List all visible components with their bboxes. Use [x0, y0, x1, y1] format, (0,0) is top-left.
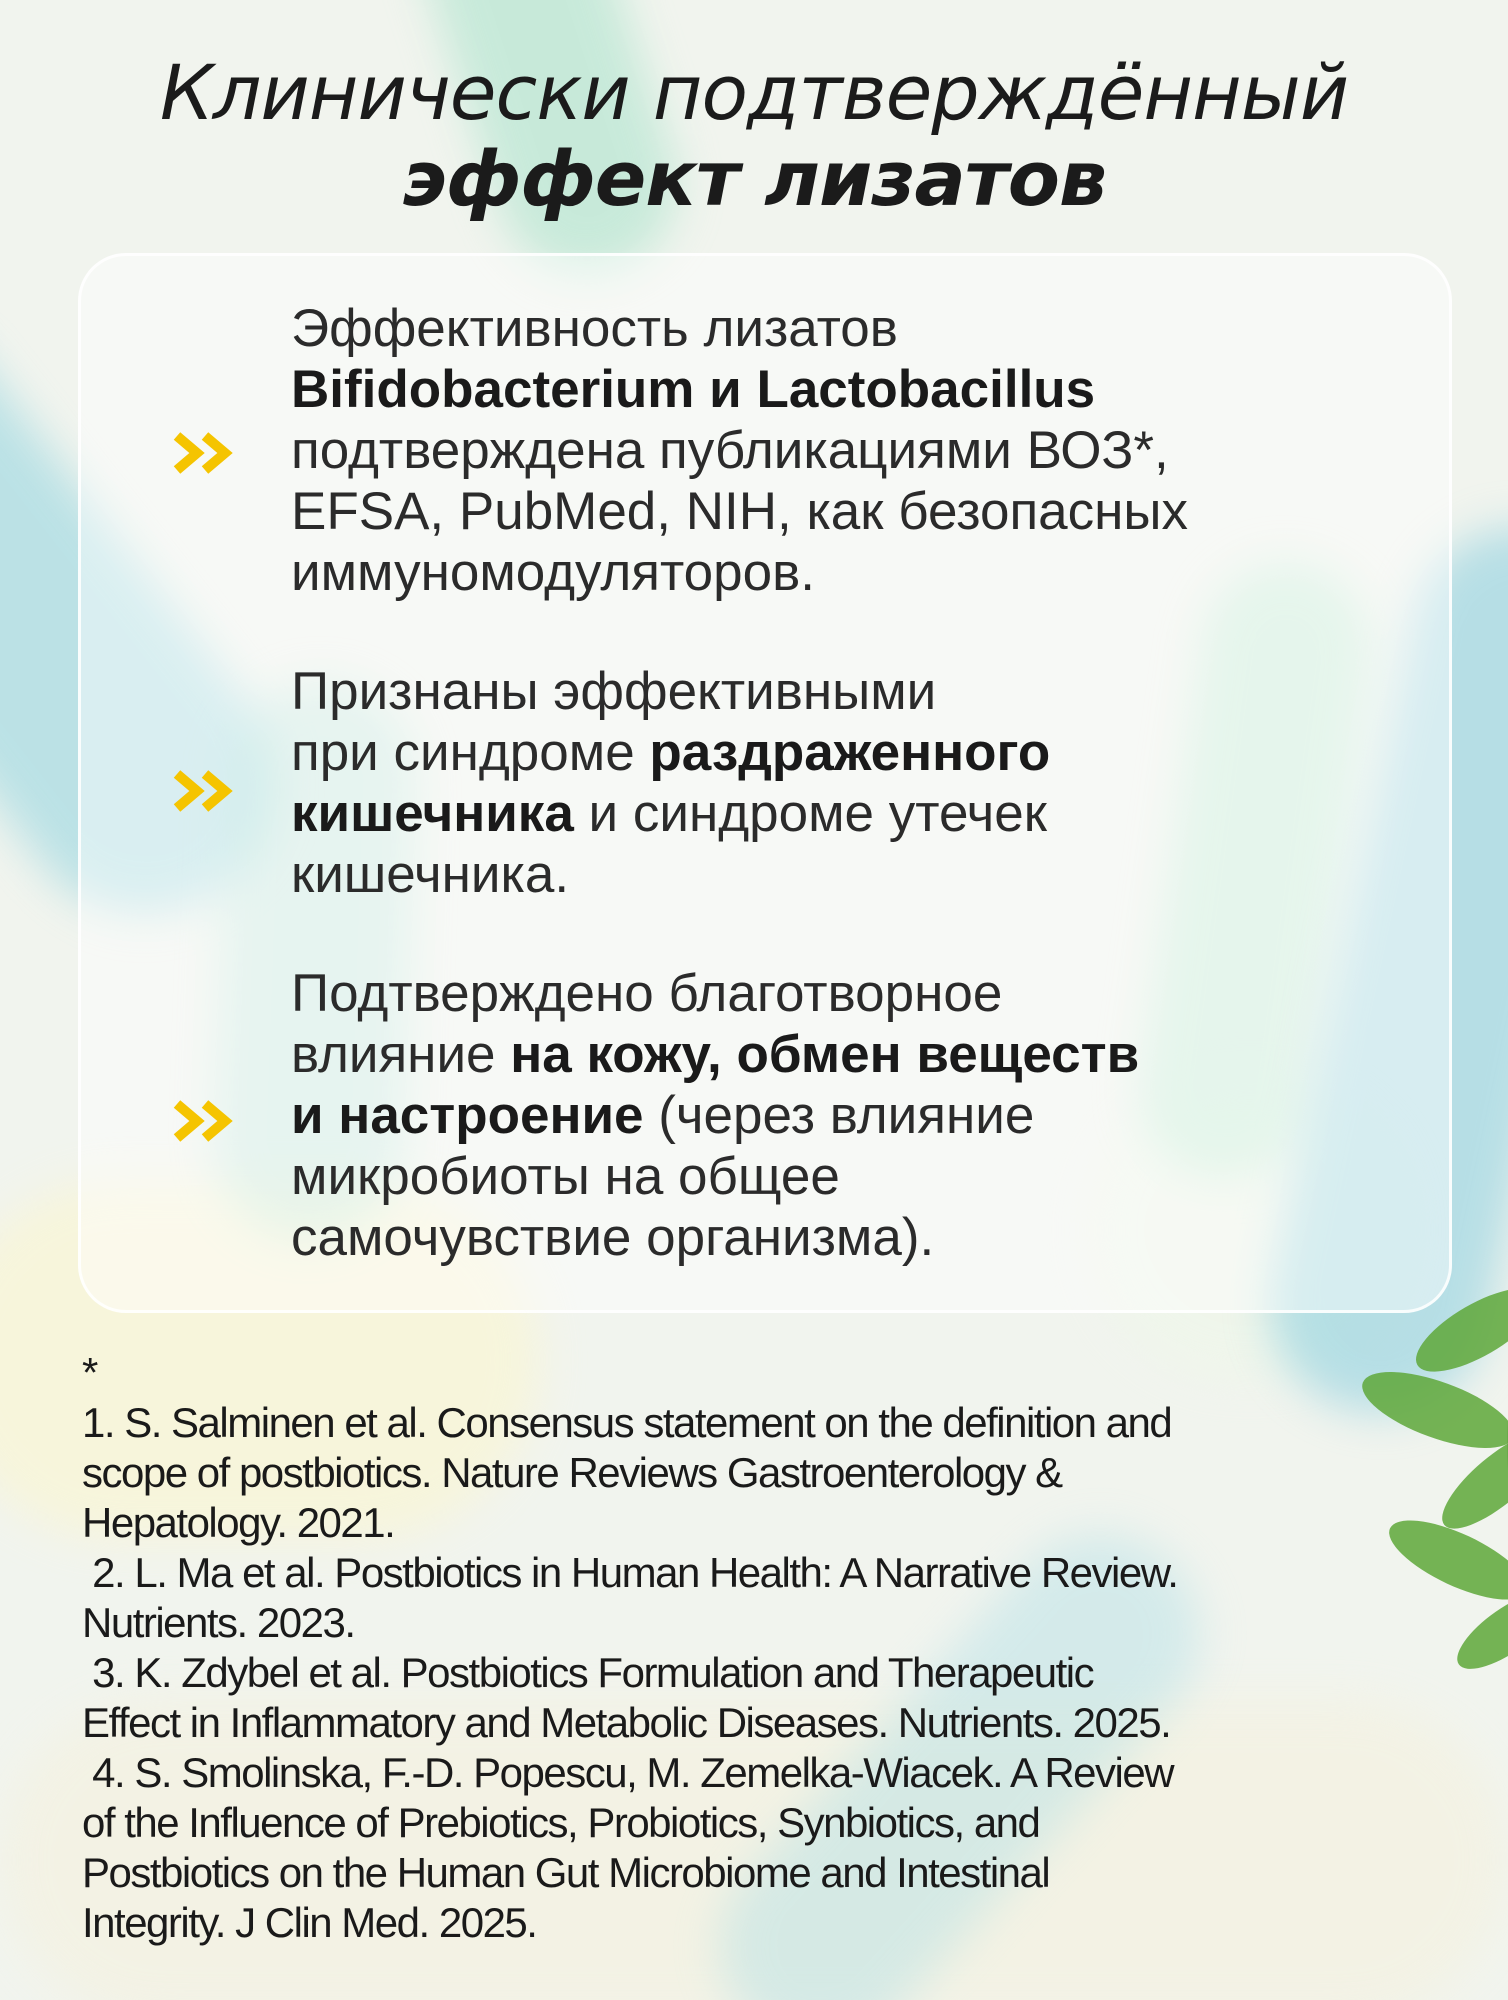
double-chevron-icon: [171, 766, 241, 816]
reference-list: [82, 1398, 1452, 1948]
benefit-item-1: [291, 298, 1411, 603]
benefit-line: [291, 844, 1411, 905]
benefit-line: [291, 661, 1411, 722]
reference-line: of the Influence of Prebiotics, Probiotics, Synbiotics, and: [82, 1799, 1040, 1846]
double-chevron-icon: [171, 428, 241, 478]
benefit-text: и синдроме утечек: [573, 784, 1047, 843]
benefit-text: подтверждена публикациями ВОЗ*,: [291, 421, 1169, 480]
benefit-line: [291, 783, 1411, 844]
benefit-emphasis: раздраженного: [649, 723, 1051, 782]
benefit-line: [291, 1146, 1411, 1207]
benefit-line: [291, 542, 1411, 603]
benefit-line: [291, 722, 1411, 783]
benefit-line: [291, 1207, 1411, 1268]
references: [82, 1348, 1452, 1948]
reference-line: 4. S. Smolinska, F.-D. Popescu, M. Zemelka-Wiacek. A Review: [82, 1749, 1174, 1796]
benefit-text: Подтверждено благотворное: [291, 964, 1003, 1023]
benefit-text: при синдроме: [291, 723, 650, 782]
benefit-line: [291, 481, 1411, 542]
benefit-line: [291, 1024, 1411, 1085]
benefit-emphasis: и настроение: [291, 1086, 644, 1145]
benefit-text: влияние: [291, 1025, 511, 1084]
benefits-card: [78, 253, 1452, 1313]
benefit-text: микробиоты на общее: [291, 1147, 840, 1206]
reference-line: scope of postbiotics. Nature Reviews Gastroenterology &: [82, 1449, 1062, 1496]
reference-line: Integrity. J Clin Med. 2025.: [82, 1899, 537, 1946]
benefit-text: кишечника.: [291, 845, 570, 904]
benefit-item-2: [291, 661, 1411, 905]
reference-marker: *: [82, 1349, 97, 1396]
benefit-item-3: [291, 963, 1411, 1268]
benefit-line: [291, 359, 1411, 420]
reference-line: 2. L. Ma et al. Postbiotics in Human Health: A Narrative Review.: [82, 1549, 1178, 1596]
benefit-emphasis: Bifidobacterium и Lactobacillus: [291, 360, 1096, 419]
benefit-text: EFSA, PubMed, NIH, как безопасных: [291, 482, 1188, 541]
double-chevron-icon: [171, 1096, 241, 1146]
reference-line: 1. S. Salminen et al. Consensus statement on the definition and: [82, 1399, 1172, 1446]
benefit-line: [291, 1085, 1411, 1146]
benefit-line: [291, 963, 1411, 1024]
reference-line: Postbiotics on the Human Gut Microbiome and Intestinal: [82, 1849, 1050, 1896]
benefit-line: [291, 298, 1411, 359]
benefit-text: иммуномодуляторов.: [291, 543, 815, 602]
benefit-text: (через влияние: [643, 1086, 1035, 1145]
benefit-text: Эффективность лизатов: [291, 299, 898, 358]
page-title: [0, 50, 1508, 222]
benefit-emphasis: кишечника: [291, 784, 574, 843]
title-line-1: Клинически подтверждённый: [159, 48, 1349, 137]
reference-line: Effect in Inflammatory and Metabolic Diseases. Nutrients. 2025.: [82, 1699, 1171, 1746]
reference-line: Hepatology. 2021.: [82, 1499, 395, 1546]
benefit-emphasis: на кожу, обмен веществ: [510, 1025, 1140, 1084]
title-line-2: эффект лизатов: [401, 134, 1107, 223]
reference-line: 3. K. Zdybel et al. Postbiotics Formulation and Therapeutic: [82, 1649, 1094, 1696]
reference-line: Nutrients. 2023.: [82, 1599, 355, 1646]
benefit-text: Признаны эффективными: [291, 662, 937, 721]
benefit-text: самочувствие организма).: [291, 1208, 935, 1267]
benefit-line: [291, 420, 1411, 481]
